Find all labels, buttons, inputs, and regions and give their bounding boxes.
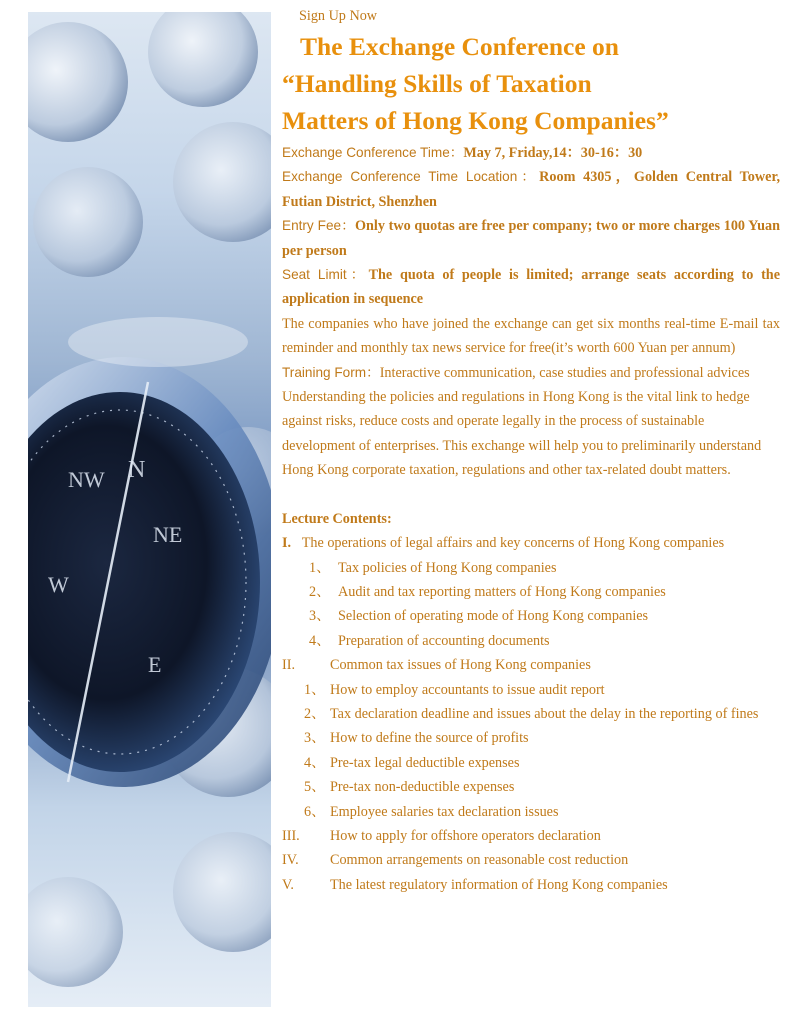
section-number: V. [282,876,294,893]
compass-artwork [28,12,271,1007]
intro-paragraph: Understanding the policies and regulations in Hong Kong is the vital link to hedge against risks, reduce costs and operate legally in the process of sustainable development of enterprises. This exchange will help you to preliminarily understand Hong Kong corporate taxation, regulations and other tax-related doubt matters. [282,389,762,479]
title-line-2: “Handling Skills of Taxation [282,69,592,98]
title-line-1: The Exchange Conference on [300,32,619,61]
item-number: 4、 [309,632,331,649]
item-number: 3、 [309,608,331,625]
section-text: The operations of legal affairs and key concerns of Hong Kong companies [301,535,725,552]
item-text: Tax declaration deadline and issues about the delay in the reporting of fines [330,705,759,722]
svg-text:E: E [148,652,162,677]
fee-label: Entry Fee： [282,218,355,234]
seat-value: The quota of people is limited; arrange seats according to the application in sequence [282,267,780,308]
location-label: Exchange Conference Time Location： [282,169,540,185]
compass-illustration [28,12,271,1007]
section-heading [282,653,780,677]
seat-limit [282,263,780,312]
section-text: Common arrangements on reasonable cost reduction [330,852,629,869]
list-item [282,678,780,702]
item-text: Audit and tax reporting matters of Hong Kong companies [338,583,666,600]
training-value: Interactive communication, case studies and professional advices [379,364,750,381]
title-line-3: Matters of Hong Kong Companies” [282,106,669,135]
item-text: Tax policies of Hong Kong companies [338,559,557,576]
item-text: Employee salaries tax declaration issues [330,803,559,820]
time-value: May 7, Friday,14：30-16：30 [463,145,643,161]
seat-label: Seat Limit： [282,267,369,283]
conference-location [282,165,780,214]
sign-up-link[interactable]: Sign Up Now [299,8,378,24]
section-3 [282,824,780,848]
item-text: Preparation of accounting documents [338,632,550,649]
section-text: How to apply for offshore operators declaration [330,827,601,844]
item-number: 1、 [304,681,326,698]
list-item [282,629,780,653]
section-number: III. [282,827,300,844]
section-number: II. [282,657,295,674]
training-form [282,361,780,385]
list-item [282,604,780,628]
section-2 [282,653,780,824]
benefit-text: The companies who have joined the exchange can get six months real-time E-mail tax reminder and monthly tax news service for free(it’s worth 600 Yuan per annum) [282,315,780,357]
list-item [282,556,780,580]
item-text: How to employ accountants to issue audit report [330,681,605,698]
item-number: 2、 [309,583,331,600]
svg-text:W: W [48,572,69,597]
item-text: Pre-tax non-deductible expenses [330,779,515,796]
list-item [282,702,780,726]
training-label: Training Form： [282,364,380,380]
fee-value: Only two quotas are free per company; two or more charges 100 Yuan per person [282,218,781,259]
svg-text:NW: NW [68,467,105,492]
item-text: Selection of operating mode of Hong Kong companies [338,608,649,625]
section-heading [282,531,780,555]
flyer-content [282,6,780,897]
svg-text:N: N [128,457,146,483]
list-item [282,580,780,604]
item-number: 4、 [304,754,326,771]
section-text: Common tax issues of Hong Kong companies [330,657,591,674]
item-text: How to define the source of profits [330,730,529,747]
spacer [282,483,780,507]
section-number: IV. [282,852,299,869]
svg-text:NE: NE [153,522,183,547]
list-item [282,800,780,824]
list-item [282,726,780,750]
time-label: Exchange Conference Time： [282,145,464,160]
section-text: The latest regulatory information of Hong Kong companies [330,876,668,893]
conference-title [282,28,780,139]
section-5 [282,873,780,897]
lecture-heading: Lecture Contents: [282,510,392,527]
section-1 [282,531,780,653]
item-number: 5、 [304,779,326,796]
location-value: Room 4305，Golden Central Tower, Futian District, Shenzhen [282,169,780,210]
item-number: 1、 [309,559,331,576]
item-number: 3、 [304,730,326,747]
item-number: 6、 [304,803,326,820]
conference-time [282,141,780,165]
item-number: 2、 [304,705,326,722]
item-text: Pre-tax legal deductible expenses [330,754,520,771]
list-item [282,775,780,799]
list-item [282,751,780,775]
entry-fee [282,214,780,263]
section-4 [282,848,780,872]
section-number: I. [282,535,292,552]
